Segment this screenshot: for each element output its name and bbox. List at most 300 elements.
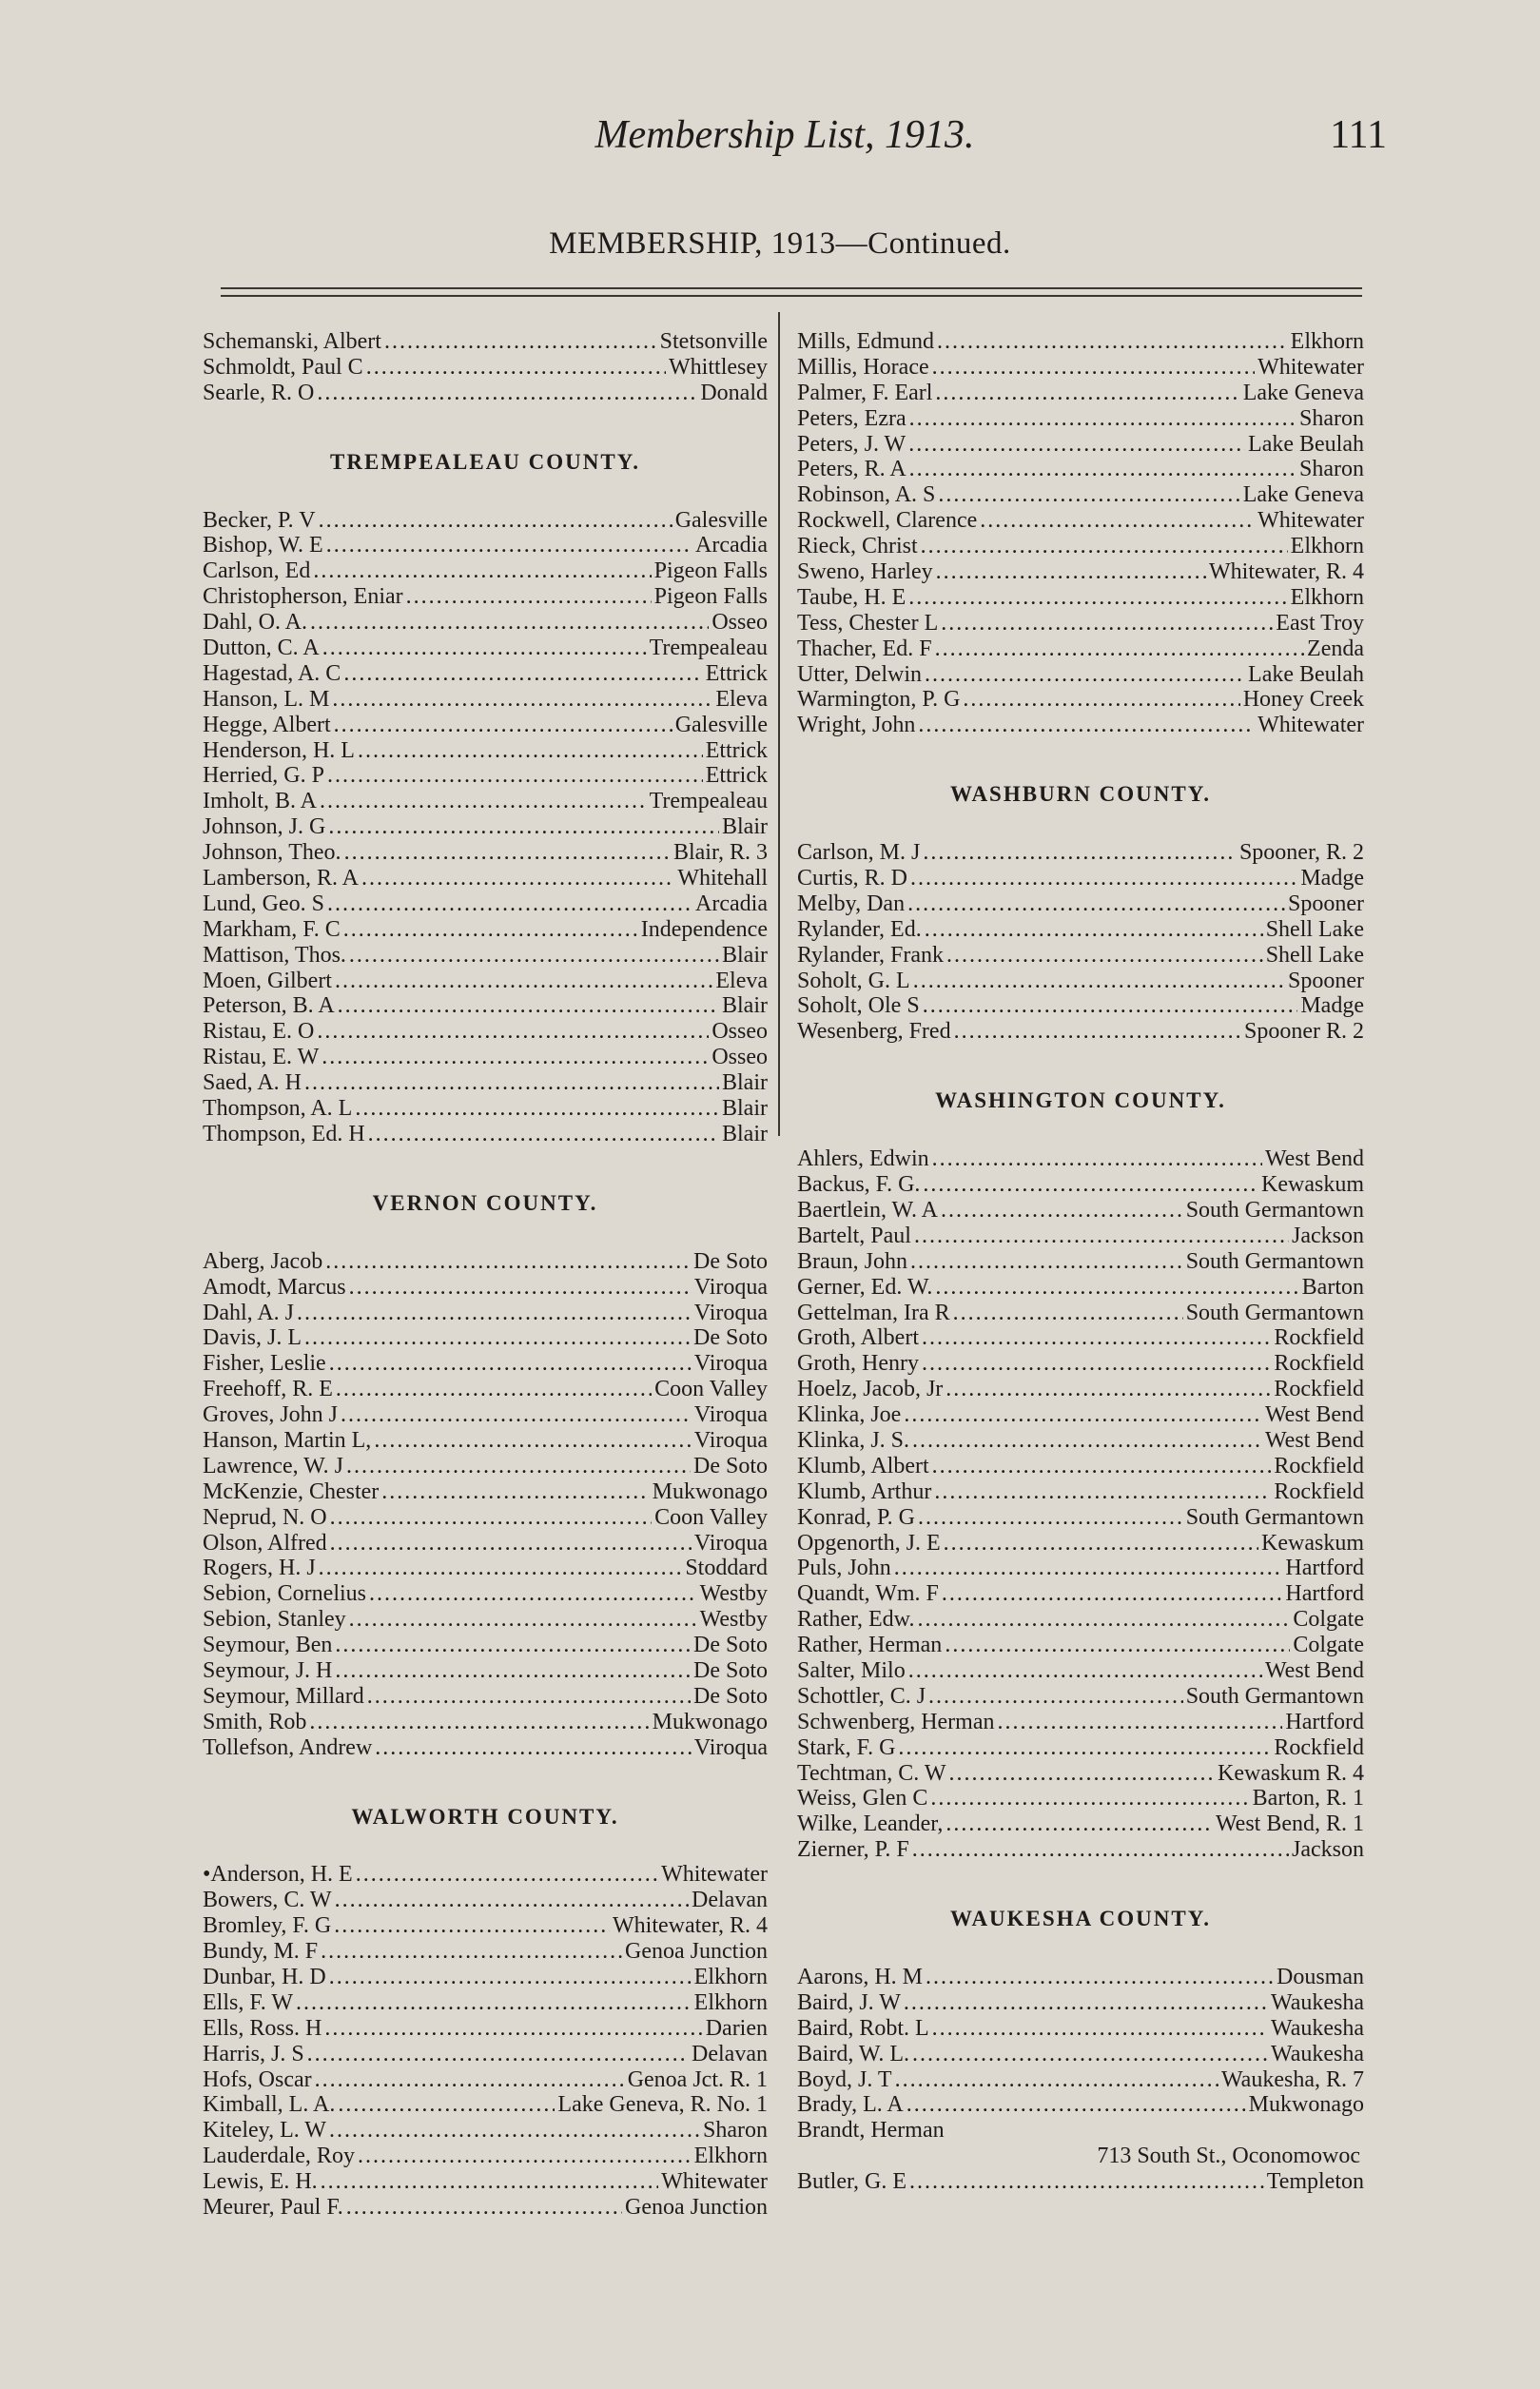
member-name: Thompson, A. L	[203, 1096, 353, 1122]
member-town: Galesville	[674, 712, 768, 737]
header-rule-top	[221, 287, 1362, 289]
member-town: Madge	[1300, 993, 1364, 1019]
member-name: Hagestad, A. C	[203, 660, 341, 686]
dot-leader	[934, 1479, 1271, 1505]
member-town: Rockfield	[1274, 1453, 1364, 1478]
member-name: Moen, Gilbert	[203, 968, 332, 993]
dot-leader	[914, 1224, 1289, 1249]
member-name: Melby, Dan	[797, 891, 906, 916]
member-town: Sharon	[1299, 405, 1364, 431]
member-town: Kewaskum R. 4	[1218, 1760, 1364, 1786]
member-entry	[797, 585, 1364, 611]
dot-leader	[935, 1275, 1298, 1301]
dot-leader	[909, 2169, 1264, 2195]
member-name: Sweno, Harley	[797, 559, 933, 585]
dot-leader	[322, 1045, 709, 1070]
member-name: Becker, P. V	[203, 507, 316, 533]
member-name: Peters, R. A	[797, 457, 906, 482]
member-entry	[203, 1249, 768, 1275]
member-name: Curtis, R. D	[797, 866, 908, 891]
member-town: Eleva	[715, 686, 768, 712]
member-entry	[203, 1377, 768, 1402]
member-entry	[797, 1837, 1364, 1863]
member-entry	[203, 1735, 768, 1761]
member-entry	[797, 2067, 1364, 2093]
member-entry	[203, 1862, 768, 1888]
member-name: Klumb, Albert	[797, 1453, 929, 1478]
member-entry	[797, 1633, 1364, 1658]
dot-leader	[374, 1428, 691, 1454]
member-town: Whitewater, R. 4	[613, 1913, 768, 1939]
member-name: Groth, Henry	[797, 1351, 919, 1377]
member-name: Lawrence, W. J	[203, 1453, 343, 1478]
dot-leader	[941, 1198, 1183, 1224]
member-town: Coon Valley	[654, 1377, 768, 1402]
member-town: Lake Beulah	[1248, 431, 1364, 457]
member-name: Baird, Robt. L	[797, 2015, 929, 2041]
dot-leader	[317, 1019, 709, 1045]
member-name: Baertlein, W. A	[797, 1197, 938, 1223]
member-entry	[203, 943, 768, 969]
member-entry	[797, 943, 1364, 969]
member-town: Blair	[722, 814, 768, 840]
member-entry	[203, 584, 768, 610]
member-entry	[797, 1607, 1364, 1633]
member-town: Kewaskum	[1261, 1172, 1364, 1198]
member-entry	[797, 559, 1364, 585]
member-town: Elkhorn	[1290, 534, 1364, 559]
member-name: Rockwell, Clarence	[797, 508, 978, 534]
member-entry	[203, 891, 768, 917]
member-entry	[203, 840, 768, 866]
dot-leader	[327, 891, 692, 917]
member-name: Wesenberg, Fred	[797, 1019, 951, 1045]
member-entry	[203, 1505, 768, 1531]
member-entry	[203, 1684, 768, 1710]
member-name: Saed, A. H	[203, 1070, 302, 1096]
member-name: Mills, Edmund	[797, 329, 935, 354]
member-entry	[203, 558, 768, 584]
dot-leader	[941, 611, 1273, 636]
member-entry	[797, 662, 1364, 688]
member-town: Viroqua	[693, 1300, 768, 1325]
member-town: Jackson	[1292, 1223, 1364, 1248]
dot-leader	[935, 381, 1239, 406]
dot-leader	[320, 789, 647, 814]
dot-leader	[912, 1428, 1262, 1454]
dot-leader	[326, 533, 692, 558]
dot-leader	[329, 1965, 692, 1990]
dot-leader	[344, 840, 671, 866]
member-town: Lake Geneva	[1242, 482, 1364, 508]
member-entry	[203, 1325, 768, 1351]
dot-leader	[304, 1325, 691, 1351]
member-town: Templeton	[1266, 2169, 1364, 2195]
member-name: Markham, F. C	[203, 916, 341, 942]
dot-leader	[322, 636, 647, 661]
member-town: Viroqua	[693, 1530, 768, 1556]
member-town: De Soto	[693, 1633, 768, 1658]
dot-leader	[334, 713, 673, 738]
member-name: Carlson, M. J	[797, 840, 921, 866]
member-name: Olson, Alfred	[203, 1530, 327, 1556]
dot-leader	[963, 687, 1239, 713]
member-entry	[797, 1146, 1364, 1172]
member-name: Gettelman, Ira R	[797, 1300, 950, 1325]
member-town: Darien	[705, 2015, 768, 2041]
member-entry	[203, 533, 768, 558]
member-name: Imholt, B. A	[203, 789, 318, 814]
member-town: West Bend	[1264, 1427, 1364, 1453]
member-town: South Germantown	[1185, 1197, 1364, 1223]
member-entry	[797, 1761, 1364, 1787]
dot-leader	[335, 1633, 691, 1658]
member-entry	[203, 1070, 768, 1096]
county-heading: WALWORTH COUNTY.	[351, 1804, 619, 1829]
member-name: Soholt, G. L	[797, 968, 910, 993]
member-entry	[203, 687, 768, 713]
member-name: Stark, F. G	[797, 1734, 896, 1760]
member-town: De Soto	[693, 1453, 768, 1478]
member-entry	[797, 1581, 1364, 1607]
member-entry	[797, 2092, 1364, 2118]
member-name: Baird, J. W	[797, 1989, 901, 2015]
member-entry	[797, 611, 1364, 636]
member-name: Weiss, Glen C	[797, 1786, 928, 1811]
dot-leader	[937, 329, 1288, 355]
member-entry	[203, 2195, 768, 2221]
member-entry	[797, 534, 1364, 559]
member-town: Mukwonago	[652, 1478, 768, 1504]
member-town: Blair	[722, 1121, 768, 1146]
dot-leader	[904, 1990, 1268, 2016]
member-name: Schemanski, Albert	[203, 329, 381, 354]
dot-leader	[945, 1633, 1290, 1658]
dot-leader	[907, 891, 1285, 917]
dot-leader	[319, 1556, 683, 1581]
dot-leader	[944, 1531, 1258, 1557]
member-name: Aarons, H. M	[797, 1964, 923, 1989]
member-name: Puls, John	[797, 1556, 891, 1581]
dot-leader	[335, 1658, 691, 1684]
member-town: East Troy	[1276, 610, 1364, 636]
dot-leader	[912, 1837, 1289, 1863]
member-entry	[797, 1531, 1364, 1557]
member-entry	[797, 457, 1364, 482]
member-town: Whitewater, R. 4	[1209, 559, 1364, 585]
member-town: Blair, R. 3	[673, 840, 768, 866]
dot-leader	[336, 1377, 652, 1402]
member-town: Rockfield	[1274, 1377, 1364, 1402]
member-entry	[203, 1607, 768, 1633]
member-entry	[797, 1505, 1364, 1531]
member-town: Ettrick	[705, 660, 768, 686]
member-entry	[797, 1275, 1364, 1301]
dot-leader	[325, 1249, 691, 1275]
member-entry	[203, 2169, 768, 2195]
member-name: Sebion, Stanley	[203, 1607, 346, 1633]
member-name: Peters, J. W	[797, 431, 906, 457]
left-column	[203, 329, 768, 2221]
member-name: Herried, G. P	[203, 763, 324, 789]
member-town: Viroqua	[693, 1274, 768, 1300]
member-town: Delavan	[692, 2041, 768, 2066]
member-entry	[203, 713, 768, 738]
member-entry	[203, 329, 768, 355]
dot-leader	[898, 1735, 1271, 1761]
dot-leader	[361, 866, 674, 891]
member-entry	[203, 866, 768, 891]
member-entry	[797, 1479, 1364, 1505]
dot-leader	[330, 1505, 652, 1531]
dot-leader	[304, 1070, 719, 1096]
member-name: Neprud, N. O	[203, 1504, 327, 1530]
member-town: Colgate	[1293, 1607, 1364, 1633]
dot-leader	[942, 1581, 1282, 1607]
member-entry	[797, 2016, 1364, 2042]
dot-leader	[338, 2092, 555, 2118]
dot-leader	[343, 917, 638, 943]
member-town: South Germantown	[1185, 1683, 1364, 1709]
dot-leader	[922, 1325, 1271, 1351]
member-entry	[797, 969, 1364, 994]
dot-leader	[346, 2195, 622, 2221]
member-name: Klinka, Joe	[797, 1402, 902, 1428]
member-entry	[203, 636, 768, 661]
member-entry	[203, 1710, 768, 1735]
member-town: South Germantown	[1185, 1300, 1364, 1325]
dot-leader	[313, 558, 651, 584]
member-entry	[797, 1710, 1364, 1735]
member-entry	[203, 355, 768, 381]
member-name: Ristau, E. W	[203, 1045, 320, 1070]
member-entry	[797, 355, 1364, 381]
member-name: Thompson, Ed. H	[203, 1121, 365, 1146]
member-name: Rylander, Frank	[797, 942, 945, 968]
dot-leader	[949, 1761, 1216, 1787]
member-town: De Soto	[693, 1325, 768, 1351]
county-heading: WAUKESHA COUNTY.	[950, 1907, 1211, 1931]
member-entry	[797, 1428, 1364, 1454]
member-name: Robinson, A. S	[797, 482, 936, 508]
member-town: Shell Lake	[1265, 916, 1364, 942]
member-town: Pigeon Falls	[653, 558, 768, 584]
member-entry	[797, 1325, 1364, 1351]
dot-leader	[381, 1479, 649, 1505]
member-entry	[797, 636, 1364, 662]
member-name: Soholt, Ole S	[797, 993, 920, 1019]
running-head: Membership List, 1913.	[595, 113, 975, 157]
member-name: Harris, J. S	[203, 2041, 304, 2066]
dot-leader	[349, 1607, 697, 1633]
member-name: Peterson, B. A	[203, 993, 335, 1019]
member-name: •Anderson, H. E	[203, 1862, 353, 1888]
dot-leader	[926, 1965, 1274, 1990]
member-name: Seymour, J. H	[203, 1657, 333, 1683]
member-entry	[797, 687, 1364, 713]
dot-leader	[329, 1351, 692, 1377]
dot-leader	[358, 738, 703, 764]
member-entry	[203, 1275, 768, 1301]
member-name: Rather, Herman	[797, 1633, 943, 1658]
dot-leader	[341, 1402, 692, 1428]
dot-leader	[953, 1301, 1183, 1326]
member-name: Amodt, Marcus	[203, 1274, 346, 1300]
member-entry	[203, 1454, 768, 1479]
member-entry	[797, 1990, 1364, 2016]
member-entry	[203, 1045, 768, 1070]
member-name: Davis, J. L	[203, 1325, 302, 1351]
dot-leader	[367, 1684, 691, 1710]
header-rule-bottom	[221, 295, 1362, 297]
county-heading: VERNON COUNTY.	[372, 1190, 598, 1215]
member-entry	[203, 1965, 768, 1990]
dot-leader	[923, 993, 1298, 1019]
dot-leader	[894, 1556, 1283, 1581]
member-name: Ristau, E. O	[203, 1019, 315, 1045]
member-name: Rylander, Ed.	[797, 916, 922, 942]
dot-leader	[332, 687, 712, 713]
member-entry	[797, 2118, 1364, 2144]
member-entry	[797, 508, 1364, 534]
member-town: Whitewater	[1257, 508, 1364, 534]
member-name: Aberg, Jacob	[203, 1248, 323, 1274]
member-entry	[797, 1301, 1364, 1326]
member-town: Elkhorn	[1290, 329, 1364, 354]
member-entry	[203, 661, 768, 687]
member-name: Rieck, Christ	[797, 534, 918, 559]
member-entry	[797, 1454, 1364, 1479]
member-town: West Bend	[1264, 1146, 1364, 1172]
member-entry	[203, 1402, 768, 1428]
member-town: Hartford	[1285, 1581, 1364, 1607]
member-name: Dunbar, H. D	[203, 1964, 326, 1989]
member-name: Lamberson, R. A	[203, 866, 359, 891]
dot-leader	[998, 1710, 1283, 1735]
member-entry	[797, 840, 1364, 866]
dot-leader	[910, 866, 1297, 891]
member-entry	[203, 381, 768, 406]
dot-leader	[928, 1684, 1183, 1710]
member-entry	[797, 482, 1364, 508]
member-town: Viroqua	[693, 1734, 768, 1760]
dot-leader	[324, 2016, 702, 2042]
member-name: Groth, Albert	[797, 1325, 919, 1351]
member-name: Wright, John	[797, 713, 916, 738]
member-town: Genoa Junction	[625, 2195, 768, 2220]
member-town: Whitewater	[1257, 354, 1364, 380]
member-town: Whitewater	[661, 2169, 768, 2195]
member-town: Lake Geneva	[1242, 380, 1364, 405]
member-entry	[203, 1096, 768, 1122]
member-entry	[797, 1377, 1364, 1402]
member-entry	[797, 1786, 1364, 1811]
member-name: Henderson, H. L	[203, 737, 355, 763]
dot-leader	[307, 2042, 689, 2067]
member-town: Donald	[700, 380, 768, 405]
member-town: Viroqua	[693, 1427, 768, 1453]
dot-leader	[384, 329, 657, 355]
member-town: Arcadia	[695, 533, 768, 558]
member-name: Schmoldt, Paul C	[203, 354, 363, 380]
member-entry	[203, 738, 768, 764]
dot-leader	[315, 2067, 625, 2093]
member-town: Elkhorn	[1290, 584, 1364, 610]
member-town: Stoddard	[685, 1556, 768, 1581]
dot-leader	[923, 1172, 1258, 1198]
member-name: Sebion, Cornelius	[203, 1581, 366, 1607]
dot-leader	[349, 943, 719, 969]
member-entry	[797, 432, 1364, 458]
member-entry	[203, 763, 768, 789]
member-entry	[797, 381, 1364, 406]
member-entry	[203, 1122, 768, 1147]
member-town: Trempealeau	[649, 636, 768, 661]
member-name: Opgenorth, J. E	[797, 1530, 941, 1556]
member-name: Klumb, Arthur	[797, 1478, 932, 1504]
member-entry	[797, 1198, 1364, 1224]
member-entry	[797, 1556, 1364, 1581]
member-town: Stetsonville	[659, 329, 768, 354]
member-town: Hartford	[1285, 1709, 1364, 1734]
dot-leader	[938, 482, 1239, 508]
dot-leader	[406, 584, 652, 610]
dot-leader	[356, 1862, 658, 1888]
member-town: Independence	[640, 916, 768, 942]
member-name: Schottler, C. J	[797, 1683, 926, 1709]
member-name: Fisher, Leslie	[203, 1351, 326, 1377]
member-town: South Germantown	[1185, 1504, 1364, 1530]
member-town: Waukesha, R. 7	[1220, 2066, 1364, 2092]
member-town: Ettrick	[705, 737, 768, 763]
dot-leader	[366, 355, 666, 381]
member-name: Bromley, F. G	[203, 1913, 332, 1939]
member-name: Mattison, Thos.	[203, 942, 346, 968]
member-entry	[797, 1224, 1364, 1249]
column-divider	[778, 312, 780, 1136]
member-entry	[797, 1351, 1364, 1377]
member-name: Millis, Horace	[797, 354, 929, 380]
dot-leader	[329, 2118, 700, 2144]
dot-leader	[317, 381, 697, 406]
dot-leader	[980, 508, 1255, 534]
dot-leader	[910, 1249, 1183, 1275]
member-town: Sharon	[1299, 457, 1364, 482]
dot-leader	[930, 1786, 1249, 1811]
member-name: Bishop, W. E	[203, 533, 323, 558]
member-town: Galesville	[674, 507, 768, 533]
dot-leader	[922, 1351, 1271, 1377]
member-town: Rockfield	[1274, 1478, 1364, 1504]
member-name: Boyd, J. T	[797, 2066, 892, 2092]
member-entry	[797, 1249, 1364, 1275]
dot-leader	[297, 1301, 692, 1326]
member-name: Ahlers, Edwin	[797, 1146, 929, 1172]
dot-leader	[909, 457, 1296, 482]
member-town: West Bend, R. 1	[1215, 1811, 1364, 1837]
dot-leader	[321, 1939, 622, 1965]
dot-leader	[946, 943, 1263, 969]
dot-leader	[921, 534, 1288, 559]
member-town: Hartford	[1285, 1556, 1364, 1581]
member-entry	[797, 1658, 1364, 1684]
member-name: Searle, R. O	[203, 380, 315, 405]
member-name: Johnson, Theo.	[203, 840, 341, 866]
dot-leader	[334, 1913, 610, 1939]
member-name: Wilke, Leander,	[797, 1811, 944, 1837]
member-town: Whittlesey	[669, 354, 768, 380]
member-name: Rather, Edw.	[797, 1607, 915, 1633]
